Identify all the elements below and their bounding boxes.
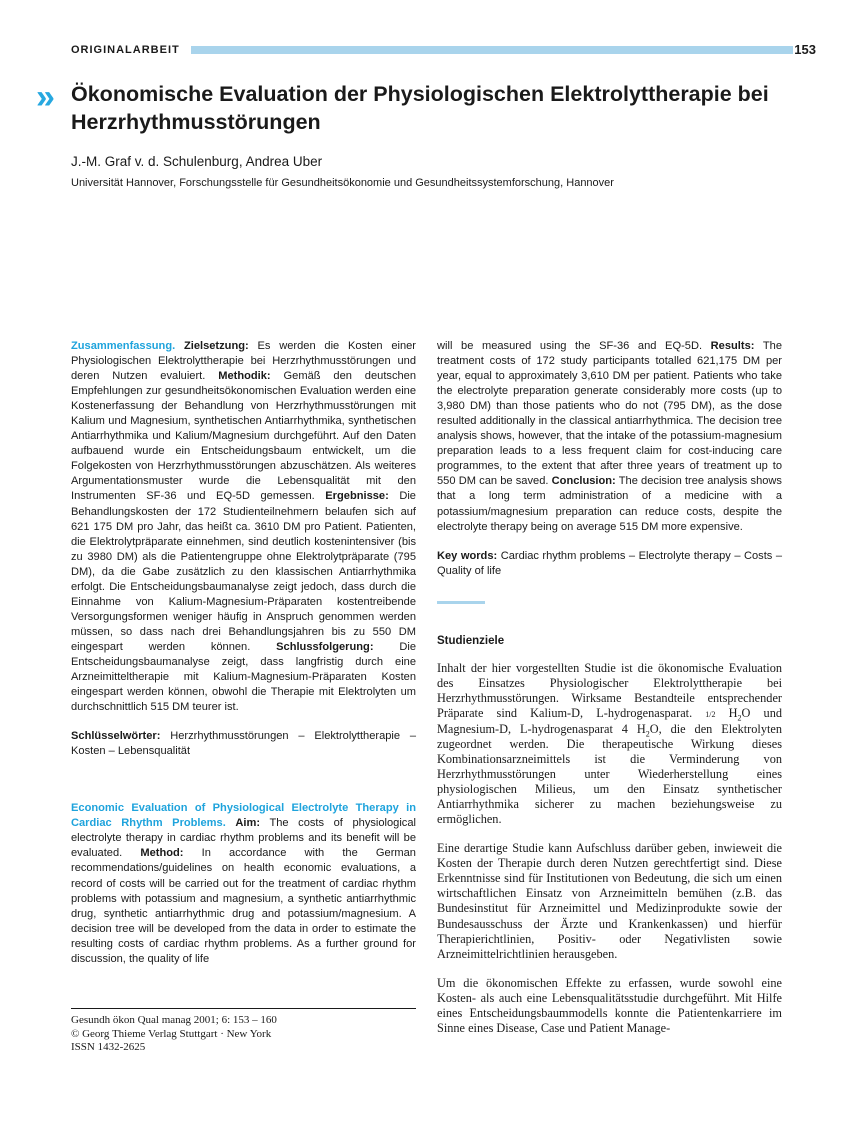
header-rule [191,46,793,54]
citation-line: Gesundh ökon Qual manag 2001; 6: 153 – 160 [71,1014,277,1026]
results-text: Die Behandlungskosten der 172 Studienteilnehmern belaufen sich auf 621 175 DM pro Jahr, das heißt ca. 3610 DM pro Patient. Patienten, die Elektrolytpräparate einnehmen, sind deutlich kostenintensiver (bis zu 3980 DM) als die Patientengruppe ohne Elektrolytpräparate (795 DM), da die Gabe zusätzlich zu den klassischen Antiarrhythmika erfolgt. Die Entscheidungsbaumanalyse zeigt jedoch, dass durch die Einnahme von Kalium-Magnesium-Präparaten kostentreibende Versorgungsformen weniger häufig in Anspruch genommen werden müssen, so dass nach drei Behandlungsjahren bis zu 550 DM eingespart werden können. [71,490,416,653]
subscript: 2 [737,713,742,723]
method-label-en: Method: [140,847,184,860]
aim-text-en: The costs of physiological electrolyte therapy in cardiac rhythm problems and its benefit will be evaluated. [71,817,416,860]
aim-label: Zielsetzung: [183,340,249,352]
footer-citation [71,1008,416,1055]
section-label: ORIGINALARBEIT [71,44,180,56]
keywords-english [437,549,782,579]
article-title: Ökonomische Evaluation der Physiologischen Elektrolyttherapie bei Herzrhythmusstörungen [71,82,769,134]
body-text: O und Magnesium-D, L-hydrogenasparat 4 H [437,705,782,736]
english-title: Economic Evaluation of Physiological Electrolyte Therapy in Cardiac Rhythm Problems. [71,802,416,830]
conclusion-text-en: The decision tree analysis shows that a long term administration of a medicine with a potassium/magnesium preparation can reduce costs, despite the electrolyte therapy being on average 515 DM more expensive. [437,475,782,533]
abstract-label: Zusammenfassung. [71,340,176,352]
abstract-english [71,801,416,967]
body-text: O, die den Elektrolyten zugeordnet werden. Die therapeutische Wirkung dieses Kombinationsarzneimittels ist die Verminderung von Herzrhythmusstörungen unter Wiederherstellung eines physiologischen Milieus, um den Einsatz synthetischer Antiarrhythmika sicherer zu machen beziehungsweise zu ermöglichen. [437,721,782,827]
aim-label-en: Aim: [235,817,261,830]
results-text-en: The treatment costs of 172 study participants totalled 621,175 DM per year, equal to approximately 3,610 DM per patient. Patients who take the electrolyte preparation generate considerably more costs (up to 3,980 DM) than those patients who do not (795 DM), as the dose resulted additionally in the classical antiarrhythmica. The decision tree analysis shows, however, that the intake of the potassium-magnesium preparation leads to a less frequent claim for cost-inducing care programmes, to the extent that after three years of treatment up to 550 DM can be saved. [437,340,782,488]
method-text-en-continued: will be measured using the SF-36 and EQ-5D. [437,340,703,352]
body-paragraph-2: Eine derartige Studie kann Aufschluss darüber geben, inwieweit die Kosten der Therapie durch deren Nutzen gerechtfertigt sind. Diese Erkenntnisse sind für Institutionen von Bedeutung, die sich um einen wirtschaftlichen Einsatz von Arzneimitteln bemühen (z.B. das Bundesinstitut für Arzneimittel und Medizinprodukte sowie der Bundesausschuss der Ärzte und Krankenkassen) und hierfür Therapierichtlinien, Positiv- oder Negativlisten sowie Arzneimittelrichtlinien herausgeben. [437,841,782,961]
method-label: Methodik: [218,370,271,383]
keywords-text: Herzrhythmusstörungen – Elektrolyttherapie – Kosten – Lebensqualität [71,730,416,758]
issn-line: ISSN 1432-2625 [71,1041,146,1053]
affiliation: Universität Hannover, Forschungsstelle für Gesundheitsökonomie und Gesundheitssystemforschung, Hannover [71,177,614,189]
keywords-label-en: Key words: [437,549,498,562]
keywords-text-en: Cardiac rhythm problems – Electrolyte therapy – Costs – Quality of life [437,549,783,577]
keywords-german [71,729,416,759]
conclusion-label-en: Conclusion: [551,475,616,488]
method-text: Gemäß den deutschen Empfehlungen zur gesundheitsökonomischen Evaluation werden eine Kostenerfassung der Behandlung von Herzrhythmusstörungen mit Kalium und Magnesium, synthetischen Antiarrhythmika, synthetischen Antiarrhythmika und Kalium/Magnesium durchgeführt. Auf den Daten aufbauend wurde ein Entscheidungsbaum entwickelt, um die Folgekosten von Herzrhythmusstörungen abzuschätzen. Als weiteres Argumentationsmuster wurde die Lebensqualität mit den Instrumenten SF-36 und EQ-5D gemessen. [71,370,417,503]
results-label: Ergebnisse: [325,490,389,503]
section-heading: Studienziele [437,634,505,647]
running-header [71,43,816,57]
abstract-german [71,339,416,715]
body-text: Inhalt der hier vorgestellten Studie ist die ökonomische Evaluation des Einsatzes Physiologischer Elektrolyttherapie bei Herzrhythmusstörungen. Wirksame Bestandteile entsprechender Präparate sind Kalium-D, L-hydrogenasparat. [437,660,782,720]
body-text: H [728,705,738,720]
method-text-en: In accordance with the German recommendations/guidelines on health economic evaluations, a record of costs will be carried out for the treatment of cardiac rhythm problems with potassium and magnesium, a synthetic antiarrhythmic drug, synthetic antiarrhythmic drug and potassium/magnesium. A decision tree will be developed from the data in order to estimate the resulting costs of cardiac rhythm problems. As a further ground for discussion, the quality of life [71,847,416,965]
right-column [437,339,782,1036]
conclusion-label: Schlussfolgerung: [276,640,374,653]
conclusion-text: Die Entscheidungsbaumanalyse zeigt, dass langfristig durch eine Arzneimitteltherapie mit Kalium-Magnesium-Präparaten Kosten eingespart werden können, obwohl die Therapie mit Elektrolyten um durchschnittlich 515 DM teurer ist. [71,640,416,714]
left-column [71,339,416,967]
authors: J.-M. Graf v. d. Schulenburg, Andrea Uber [71,154,323,169]
aim-text: Es werden die Kosten einer Physiologischen Elektrolyttherapie bei Herzrhythmusstörungen und deren Nutzen evaluiert. [71,340,416,383]
abstract-english-continued [437,339,782,535]
subscript: 2 [645,729,650,739]
body-paragraph-1 [437,661,782,828]
fraction: 1/2 [705,709,716,719]
quote-marker-icon: » [36,78,51,116]
page-number: 153 [794,42,816,57]
keywords-label: Schlüsselwörter: [71,730,161,743]
publisher-line: © Georg Thieme Verlag Stuttgart · New York [71,1027,272,1040]
results-label-en: Results: [710,340,755,352]
body-paragraph-3: Um die ökonomischen Effekte zu erfassen, wurde sowohl eine Kosten- als auch eine Lebensqualitätsstudie durchgeführt. Mit Hilfe eines Entscheidungsbaummodells konnte die Patientenkarriere im Sinne eines Disease, Case und Patient Manage- [437,975,782,1035]
